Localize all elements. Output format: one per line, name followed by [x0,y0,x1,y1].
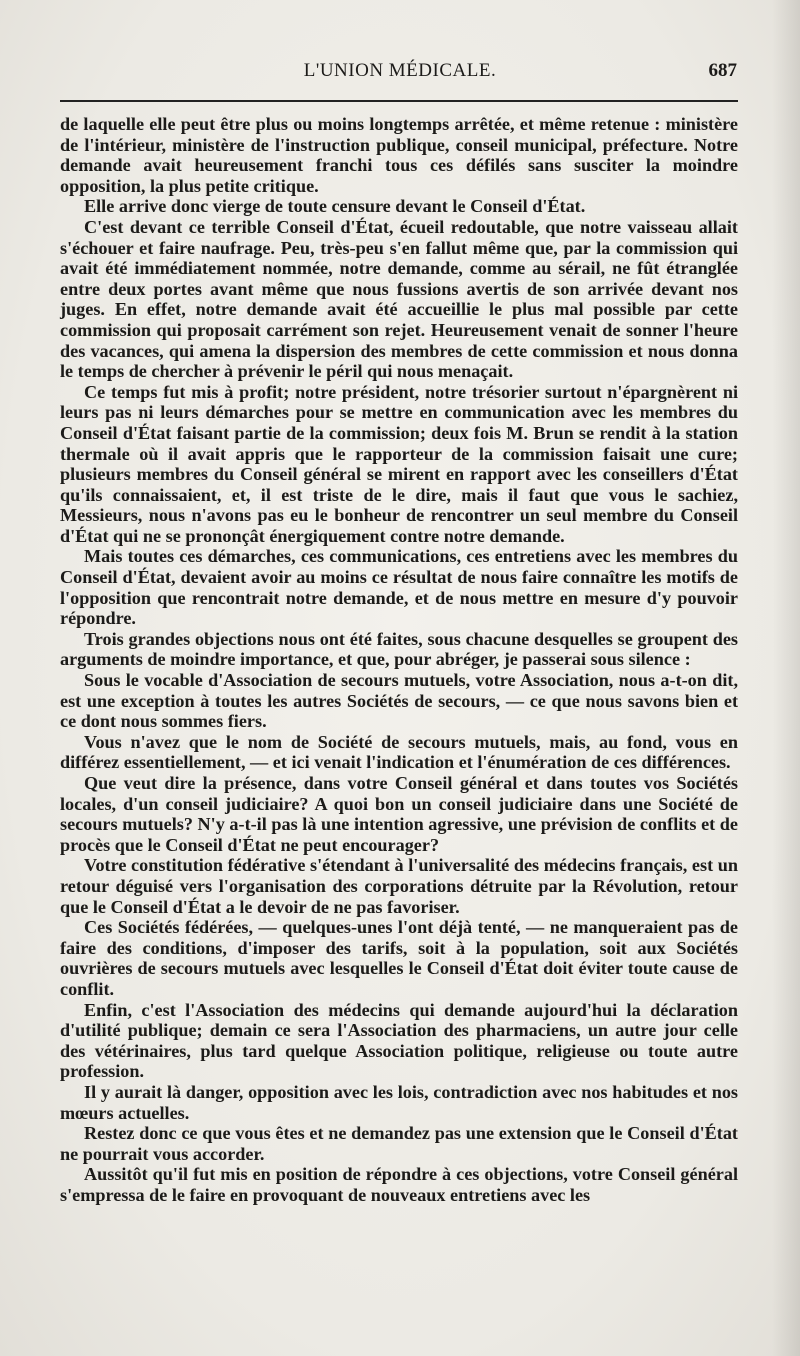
paragraph: Ce temps fut mis à profit; notre président, notre trésorier surtout n'épargnèrent ni leurs pas ni leurs démarches pour se mettre en communication avec les membres du Conseil d'État faisant partie de la commission; deux fois M. Brun se rendit à la station thermale où il avait appris que le rapporteur de la commission faisait une cure; plusieurs membres du Conseil général se mirent en rapport avec les conseillers d'État qu'ils connaissaient, et, il est triste de le dire, mais il faut que vous le sachiez, Messieurs, nous n'avons pas eu le bonheur de rencontrer un seul membre du Conseil d'État qui ne se prononçât énergiquement contre notre demande. [60,381,738,546]
paragraph: Votre constitution fédérative s'étendant à l'universalité des médecins français, est un retour déguisé vers l'organisation des corporations détruite par la Révolution, retour que le Conseil d'État a le devoir de ne pas favoriser. [60,855,738,917]
header-rule [60,100,738,102]
paragraph: de laquelle elle peut être plus ou moins longtemps arrêtée, et même retenue : ministère de l'intérieur, ministère de l'instruction publique, conseil municipal, préfecture. Notre demande avait heureusement franchi tous ces défilés sans susciter la moindre opposition, la plus petite critique. [60,114,738,196]
page-header [60,60,740,90]
paragraph: Enfin, c'est l'Association des médecins qui demande aujourd'hui la déclaration d'utilité publique; demain ce sera l'Association des pharmaciens, un autre jour celle des vétérinaires, plus tard quelque Association politique, religieuse ou toute autre profession. [60,999,738,1082]
paragraph: C'est devant ce terrible Conseil d'État, écueil redoutable, que notre vaisseau allait s'échouer et faire naufrage. Peu, très-peu s'en fallut même que, par la commission qui avait été immédiatement nommée, notre demande, comme au sérail, ne fût étranglée entre deux portes avant même que nous fussions avertis de son arrivée devant nos juges. En effet, notre demande avait été accueillie le plus mal possible par cette commission qui proposait carrément son rejet. Heureusement venait de sonner l'heure des vacances, qui amena la dispersion des membres de cette commission et nous donna le temps de chercher à prévenir le péril qui nous menaçait. [60,216,738,382]
paragraph: Mais toutes ces démarches, ces communications, ces entretiens avec les membres du Conseil d'État, devaient avoir au moins ce résultat de nous faire connaître les motifs de l'opposition que rencontrait notre demande, et de nous mettre en mesure d'y pouvoir répondre. [60,546,738,629]
running-title: L'UNION MÉDICALE. [303,60,497,81]
page-number: 687 [708,60,737,81]
paragraph: Vous n'avez que le nom de Société de secours mutuels, mais, au fond, vous en différez essentiellement, — et ici venait l'indication et l'énumération de ces différences. [60,731,738,773]
paragraph: Trois grandes objections nous ont été faites, sous chacune desquelles se groupent des arguments de moindre importance, et que, pour abréger, je passerai sous silence : [60,628,738,670]
paragraph: Que veut dire la présence, dans votre Conseil général et dans toutes vos Sociétés locales, d'un conseil judiciaire? A quoi bon un conseil judiciaire dans une Société de secours mutuels? N'y a-t-il pas là une intention agressive, une prévision de conflits et de procès que le Conseil d'État ne peut encourager? [60,773,738,855]
paragraph: Aussitôt qu'il fut mis en position de répondre à ces objections, votre Conseil général s'empressa de le faire en provoquant de nouveaux entretiens avec les [60,1164,738,1205]
paragraph: Elle arrive donc vierge de toute censure devant le Conseil d'État. [84,196,586,217]
paragraph: Sous le vocable d'Association de secours mutuels, votre Association, nous a-t-on dit, est une exception à toutes les autres Sociétés de secours, — ce que nous savons bien et ce dont nous sommes fiers. [60,670,738,732]
paragraph: Ces Sociétés fédérées, — quelques-unes l'ont déjà tenté, — ne manqueraient pas de faire des conditions, d'imposer des tarifs, soit à la population, soit aux Sociétés ouvrières de secours mutuels avec lesquelles le Conseil d'État doit éviter toute cause de conflit. [60,917,738,999]
paragraph: Il y aurait là danger, opposition avec les lois, contradiction avec nos habitudes et nos mœurs actuelles. [60,1081,738,1123]
paragraph: Restez donc ce que vous êtes et ne demandez pas une extension que le Conseil d'État ne pourrait vous accorder. [60,1123,738,1164]
body-text [60,114,738,1205]
